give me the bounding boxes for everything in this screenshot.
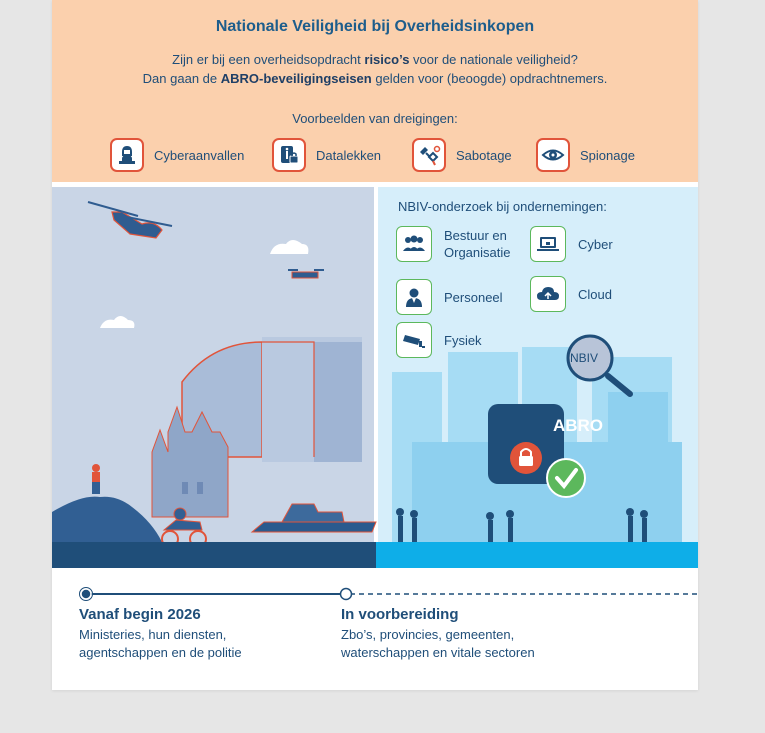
threat-sabotage bbox=[412, 135, 512, 175]
nbiv-item-label: Cloud bbox=[578, 286, 612, 302]
nbiv-item-personeel bbox=[396, 279, 503, 315]
hacker-icon bbox=[110, 138, 144, 172]
phase1-line1: Ministeries, hun diensten, bbox=[79, 627, 227, 642]
cloud-icon bbox=[530, 276, 566, 312]
threat-cyberaanvallen bbox=[110, 135, 244, 175]
nbiv-item-bestuur bbox=[396, 226, 510, 262]
infographic-card bbox=[52, 0, 698, 690]
page-title: Nationale Veiligheid bij Overheidsinkopen bbox=[215, 18, 535, 35]
nbiv-item-cloud bbox=[530, 276, 612, 312]
header-panel bbox=[52, 0, 698, 182]
threat-label: Cyberaanvallen bbox=[154, 147, 245, 163]
nbiv-item-label: Cyber bbox=[578, 236, 613, 252]
sabotage-icon bbox=[412, 138, 446, 172]
threats-label: Voorbeelden van dreigingen: bbox=[292, 111, 458, 126]
nbiv-item-fysiek bbox=[396, 322, 482, 358]
nbiv-item-cyber bbox=[530, 226, 613, 262]
threat-label: Spionage bbox=[580, 147, 635, 163]
magnifier-label: NBIV bbox=[570, 351, 599, 365]
phase2-title: In voorbereiding bbox=[341, 606, 459, 623]
phase2-line2: waterschappen en vitale sectoren bbox=[341, 645, 535, 660]
threat-datalekken bbox=[272, 135, 381, 175]
threat-spionage bbox=[536, 135, 635, 175]
laptop-lock-icon bbox=[530, 226, 566, 262]
nbiv-item-label: Bestuur en Organisatie bbox=[444, 228, 511, 260]
eye-icon bbox=[536, 138, 570, 172]
intro-line-2: Dan gaan de ABRO-beveiligingseisen gelden voor (beoogde) opdrachtnemers. bbox=[142, 71, 608, 86]
nbiv-item-label: Fysiek bbox=[444, 332, 482, 348]
abro-badge-label: ABRO bbox=[552, 416, 604, 435]
phase1-title: Vanaf begin 2026 bbox=[79, 606, 201, 623]
data-leak-icon bbox=[272, 138, 306, 172]
phase1-line2: agentschappen en de politie bbox=[79, 645, 242, 660]
phase2-line1: Zbo’s, provincies, gemeenten, bbox=[341, 627, 515, 642]
timeline-line bbox=[52, 584, 698, 604]
person-icon bbox=[396, 279, 432, 315]
camera-icon bbox=[396, 322, 432, 358]
threat-label: Datalekken bbox=[316, 147, 382, 163]
nbiv-title: NBIV-onderzoek bij ondernemingen: bbox=[398, 199, 607, 214]
threat-label: Sabotage bbox=[456, 147, 512, 163]
nbiv-item-label: Personeel bbox=[444, 289, 503, 305]
people-group-icon bbox=[396, 226, 432, 262]
intro-line-1: Zijn er bij een overheidsopdracht risico’s voor de nationale veiligheid? bbox=[172, 52, 578, 67]
